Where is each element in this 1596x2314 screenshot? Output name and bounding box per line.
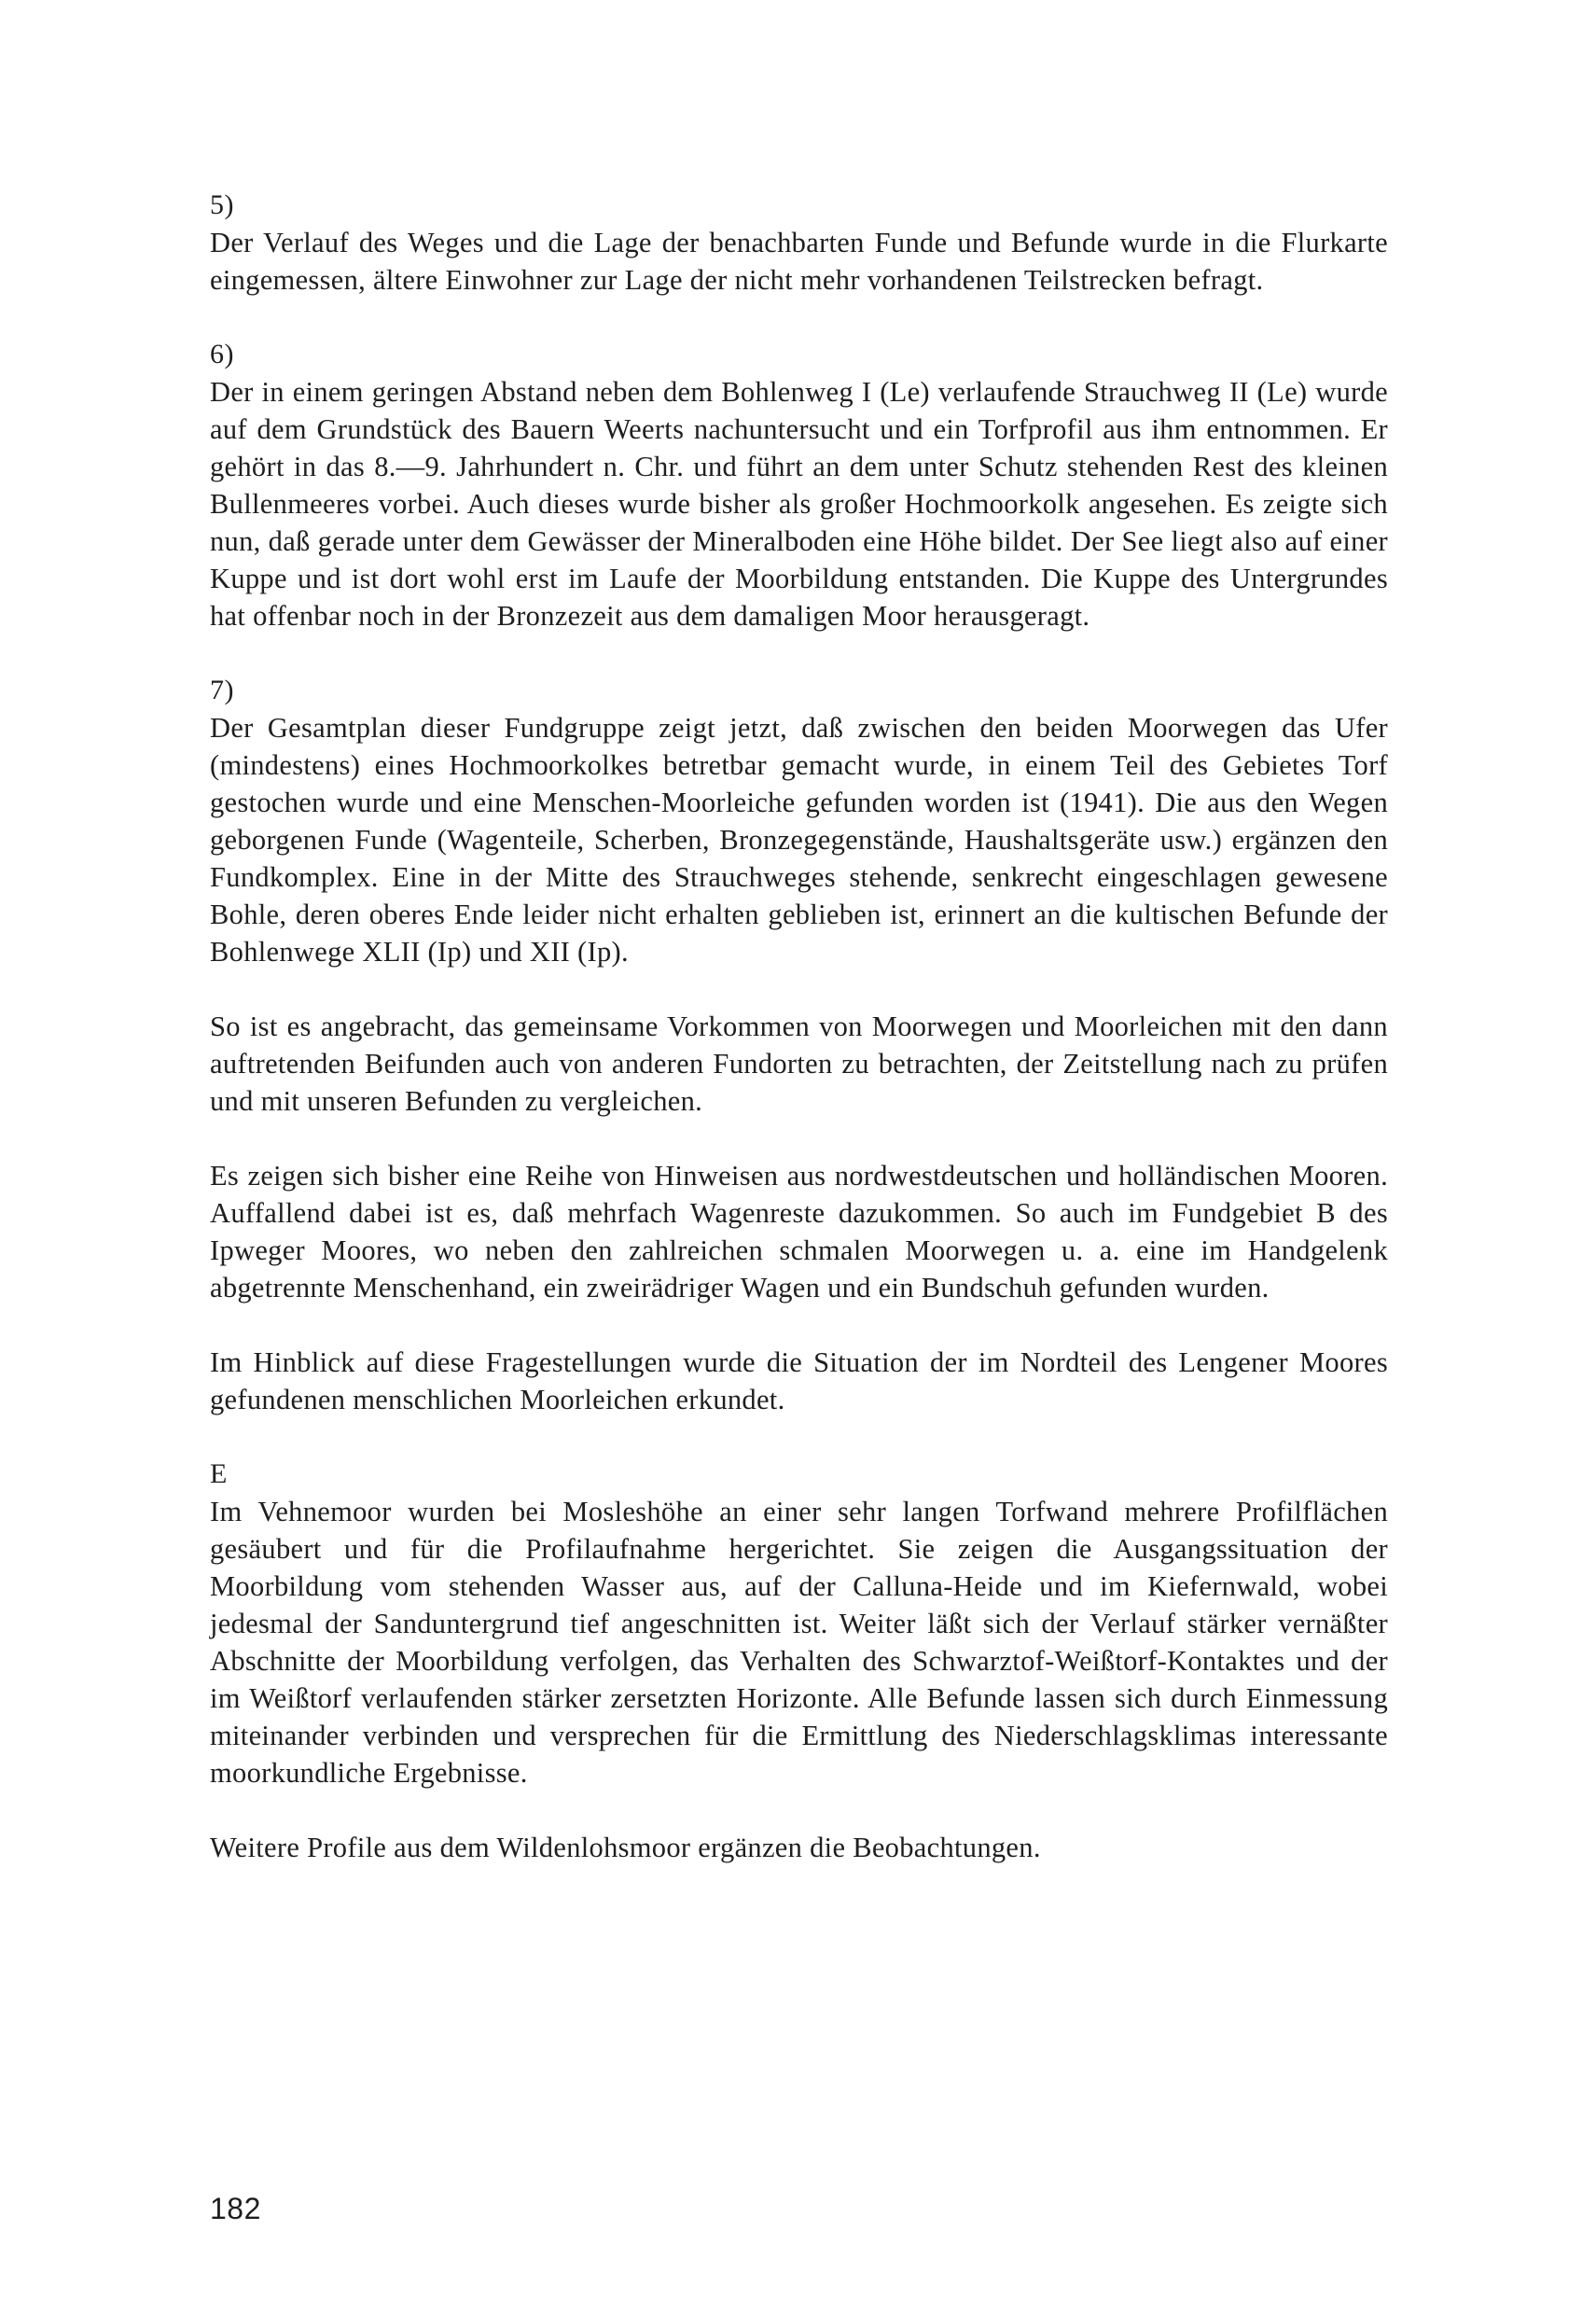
paragraph-lengener-moor: Im Hinblick auf diese Fragestellungen wurde die Situation der im Nordteil des Lengener Moores gefundenen menschlichen Moorleichen erkundet. (210, 1346, 1388, 1415)
page-number: 182 (210, 2192, 261, 2225)
paragraph-wildenlohsmoor: Weitere Profile aus dem Wildenlohsmoor ergänzen die Beobachtungen. (210, 1832, 1041, 1863)
section-6-text: Der in einem geringen Abstand neben dem Bohlenweg I (Le) verlaufende Strauchweg II (Le) wurde auf dem Grundstück des Bauern Weerts nachuntersucht und ein Torfprofil aus ihm entnommen. Er gehört in das 8.—9. Jahrhundert n. Chr. und führt an dem unter Schutz stehenden Rest des kleinen Bullenmeeres vorbei. Auch dieses wurde bisher als großer Hochmoorkolk angesehen. Es zeigte sich nun, daß gerade unter dem Gewässer der Mineralboden eine Höhe bildet. Der See liegt also auf einer Kuppe und ist dort wohl erst im Laufe der Moorbildung entstanden. Die Kuppe des Untergrundes hat offenbar noch in der Bronzezeit aus dem damaligen Moor herausgeragt. (210, 376, 1388, 632)
section-6-label: 6) (210, 339, 234, 369)
section-e-label: E (210, 1458, 228, 1489)
section-e-text: Im Vehnemoor wurden bei Mosleshöhe an einer sehr langen Torfwand mehrere Profilflächen gesäubert und für die Profilaufnahme hergerichtet. Sie zeigen die Ausgangssituation der Moorbildung vom stehenden Wasser aus, auf der Calluna-Heide und im Kiefernwald, wobei jedesmal der Sanduntergrund tief angeschnitten ist. Weiter läßt sich der Verlauf stärker vernäßter Abschnitte der Moorbildung verfolgen, das Verhalten des Schwarztof-Weißtorf-Kontaktes und der im Weißtorf verlaufenden stärker zersetzten Horizonte. Alle Befunde lassen sich durch Einmessung miteinander verbinden und versprechen für die Ermittlung des Niederschlagsklimas interessante moorkundliche Ergebnisse. (210, 1496, 1388, 1789)
text-column (210, 187, 1388, 1866)
section-7-label: 7) (210, 675, 234, 705)
paragraph-hints: Es zeigen sich bisher eine Reihe von Hinweisen aus nordwestdeutschen und holländischen Mooren. Auffallend dabei ist es, daß mehrfach Wagenreste dazukommen. So auch im Fundgebiet B des Ipweger Moores, wo neben den zahlreichen schmalen Moorwegen u. a. eine im Handgelenk abgetrennte Menschenhand, ein zweirädriger Wagen und ein Bundschuh gefunden wurden. (210, 1160, 1388, 1303)
paragraph-comparison: So ist es angebracht, das gemeinsame Vorkommen von Moorwegen und Moorleichen mit den dann auftretenden Beifunden auch von anderen Fundorten zu betrachten, der Zeitstellung nach zu prüfen und mit unseren Befunden zu vergleichen. (210, 1011, 1388, 1117)
section-7-text: Der Gesamtplan dieser Fundgruppe zeigt jetzt, daß zwischen den beiden Moorwegen das Ufer (mindestens) eines Hochmoorkolkes betretbar gemacht wurde, in einem Teil des Gebietes Torf gestochen wurde und eine Menschen-Moorleiche gefunden worden ist (1941). Die aus den Wegen geborgenen Funde (Wagenteile, Scherben, Bronzegegenstände, Haushaltsgeräte usw.) ergänzen den Fundkomplex. Eine in der Mitte des Strauchweges stehende, senkrecht eingeschlagen gewesene Bohle, deren oberes Ende leider nicht erhalten geblieben ist, erinnert an die kultischen Befunde der Bohlenwege XLII (Ip) und XII (Ip). (210, 712, 1388, 968)
section-5-text: Der Verlauf des Weges und die Lage der benachbarten Funde und Befunde wurde in die Flurkarte eingemessen, ältere Einwohner zur Lage der nicht mehr vorhandenen Teilstrecken befragt. (210, 227, 1388, 296)
section-5-label: 5) (210, 189, 234, 220)
